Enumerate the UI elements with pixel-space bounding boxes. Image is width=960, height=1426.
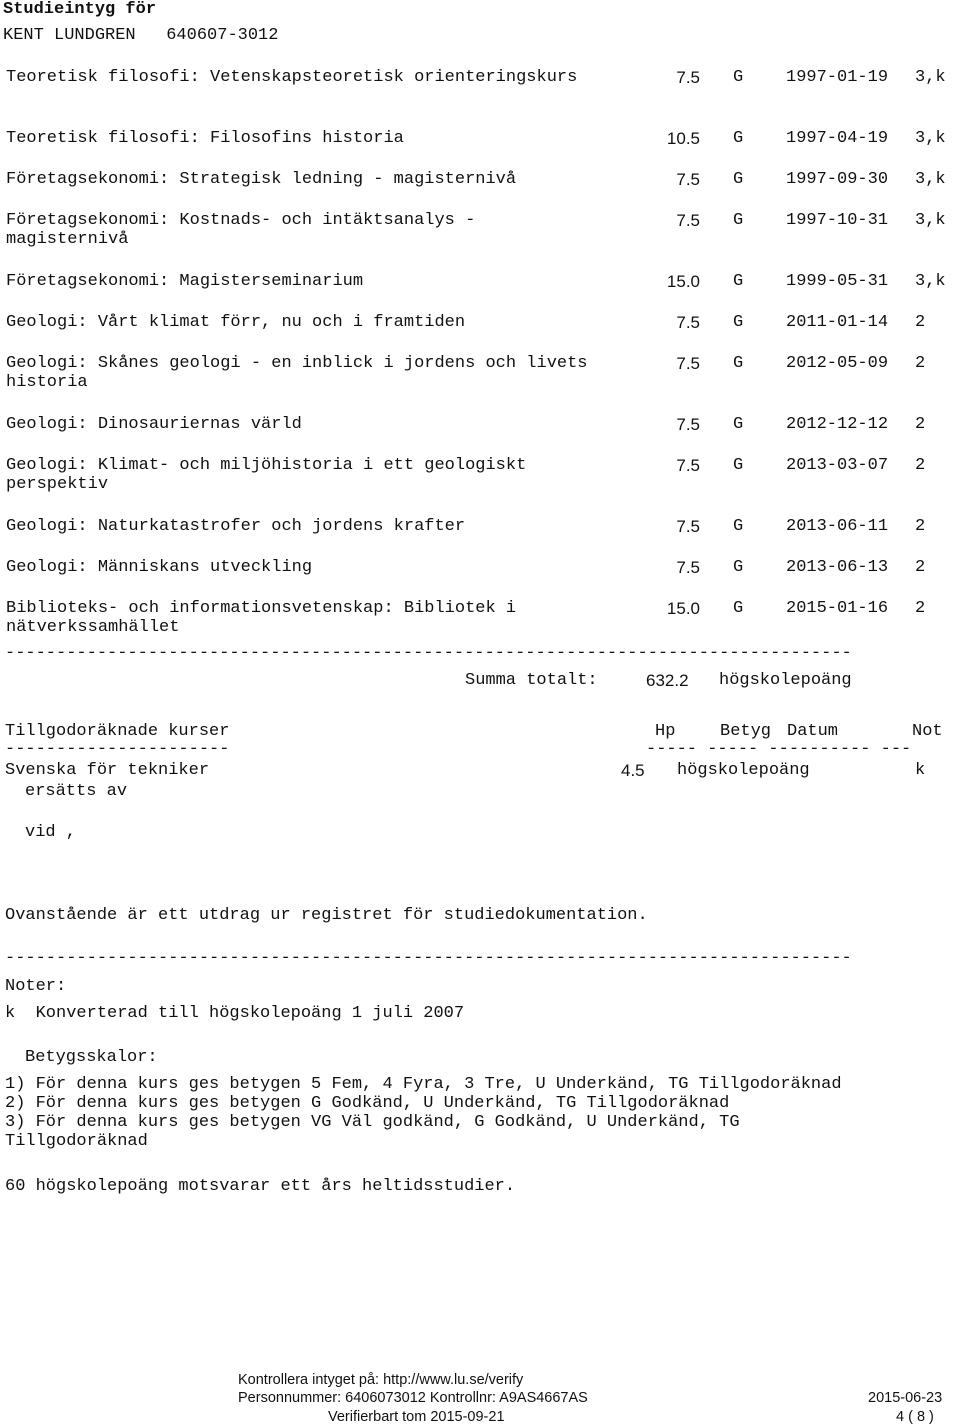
course-note: 3,k (915, 211, 946, 230)
note-k: k Konverterad till högskolepoäng 1 juli 2007 (5, 1004, 465, 1023)
course-date: 2013-03-07 (786, 456, 889, 475)
course-row (0, 558, 960, 598)
course-grade: G (733, 272, 744, 291)
course-row (0, 170, 960, 210)
course-date: 1997-09-30 (786, 170, 889, 189)
course-note: 3,k (915, 272, 946, 291)
course-note: 2 (915, 517, 926, 536)
course-name: Teoretisk filosofi: Filosofins historia (6, 129, 404, 148)
credited-replaced-by: ersätts av (25, 782, 128, 801)
grade-scales-heading: Betygsskalor: (25, 1048, 158, 1067)
course-name: Geologi: Vårt klimat förr, nu och i framtiden (6, 313, 466, 332)
course-credits: 7.5 (676, 415, 700, 434)
personal-number: 640607-3012 (166, 26, 279, 45)
course-name: Biblioteks- och informationsvetenskap: Bibliotek i nätverkssamhället (6, 599, 517, 637)
course-credits: 7.5 (676, 313, 700, 332)
course-grade: G (733, 211, 744, 230)
course-date: 1997-01-19 (786, 68, 889, 87)
course-date: 2012-12-12 (786, 415, 889, 434)
course-row (0, 272, 960, 312)
course-credits: 10.5 (666, 129, 700, 148)
course-note: 3,k (915, 129, 946, 148)
course-credits: 7.5 (676, 558, 700, 577)
grade-scale-1: 1) För denna kurs ges betygen 5 Fem, 4 Fyra, 3 Tre, U Underkänd, TG Tillgodoräknad (5, 1075, 842, 1094)
credited-hp-underline: ----- ----- ---------- --- (646, 740, 912, 759)
notes-heading: Noter: (5, 977, 67, 996)
course-name: Geologi: Naturkatastrofer och jordens krafter (6, 517, 466, 536)
footer-print-date: 2015-06-23 (868, 1390, 943, 1406)
course-row (0, 517, 960, 557)
course-name: Företagsekonomi: Magisterseminarium (6, 272, 364, 291)
credited-header-grade: Betyg (720, 722, 772, 741)
course-grade: G (733, 354, 744, 373)
credited-header-date: Datum (787, 722, 839, 741)
grade-scale-3: 3) För denna kurs ges betygen VG Väl godkänd, G Godkänd, U Underkänd, TG (5, 1113, 740, 1132)
course-date: 2012-05-09 (786, 354, 889, 373)
course-grade: G (733, 68, 744, 87)
course-row (0, 313, 960, 353)
course-date: 2013-06-13 (786, 558, 889, 577)
course-name: Teoretisk filosofi: Vetenskapsteoretisk orienteringskurs (6, 68, 578, 87)
course-grade: G (733, 558, 744, 577)
course-credits: 7.5 (676, 170, 700, 189)
course-date: 2013-06-11 (786, 517, 889, 536)
credited-unit: högskolepoäng (677, 761, 810, 780)
course-row (0, 354, 960, 394)
total-value: 632.2 (646, 671, 689, 690)
course-row (0, 599, 960, 639)
course-note: 2 (915, 415, 926, 434)
course-note: 3,k (915, 170, 946, 189)
credited-header-hp: Hp (655, 722, 676, 741)
credited-header-course: Tillgodoräknade kurser (5, 722, 230, 741)
course-name: Företagsekonomi: Strategisk ledning - magisternivå (6, 170, 517, 189)
divider-top: ----------------------------------------------------------------------------------- (5, 644, 852, 663)
total-label: Summa totalt: (465, 671, 598, 690)
footer-verify-link: Kontrollera intyget på: http://www.lu.se/verify (238, 1372, 524, 1388)
course-name: Företagsekonomi: Kostnads- och intäktsanalys - magisternivå (6, 211, 476, 249)
student-name: KENT LUNDGREN (3, 26, 136, 45)
course-row (0, 129, 960, 169)
course-row (0, 211, 960, 251)
grade-scale-2: 2) För denna kurs ges betygen G Godkänd, U Underkänd, TG Tillgodoräknad (5, 1094, 730, 1113)
footer-page-number: 4 ( 8 ) (896, 1409, 934, 1425)
credited-header-note: Not (912, 722, 943, 741)
course-name: Geologi: Dinosauriernas värld (6, 415, 302, 434)
credited-hp: 4.5 (621, 761, 645, 780)
course-date: 2015-01-16 (786, 599, 889, 618)
course-row (0, 68, 960, 108)
course-note: 3,k (915, 68, 946, 87)
course-grade: G (733, 415, 744, 434)
course-note: 2 (915, 456, 926, 475)
course-grade: G (733, 456, 744, 475)
student-identity (3, 26, 278, 45)
course-date: 1997-04-19 (786, 129, 889, 148)
course-credits: 15.0 (666, 599, 700, 618)
course-note: 2 (915, 558, 926, 577)
course-name: Geologi: Klimat- och miljöhistoria i ett geologiskt perspektiv (6, 456, 527, 494)
course-credits: 15.0 (666, 272, 700, 291)
course-name: Geologi: Människans utveckling (6, 558, 313, 577)
course-date: 1999-05-31 (786, 272, 889, 291)
footer-ids: Personnummer: 6406073012 Kontrollnr: A9AS4667AS (238, 1390, 588, 1406)
credited-course-name: Svenska för tekniker (5, 761, 210, 780)
footer-valid-until: Verifierbart tom 2015-09-21 (328, 1409, 505, 1425)
course-date: 2011-01-14 (786, 313, 889, 332)
course-credits: 7.5 (676, 211, 700, 230)
credited-at: vid , (25, 823, 77, 842)
total-unit: högskolepoäng (719, 671, 852, 690)
credits-statement: 60 högskolepoäng motsvarar ett års heltidsstudier. (5, 1177, 516, 1196)
course-credits: 7.5 (676, 68, 700, 87)
course-credits: 7.5 (676, 354, 700, 373)
document-title: Studieintyg för (3, 0, 157, 19)
course-grade: G (733, 129, 744, 148)
course-credits: 7.5 (676, 517, 700, 536)
grade-scale-3-continued: Tillgodoräknad (5, 1132, 148, 1151)
credited-header-underline: ---------------------- (5, 740, 230, 759)
course-row (0, 456, 960, 496)
course-note: 2 (915, 354, 926, 373)
course-note: 2 (915, 313, 926, 332)
course-note: 2 (915, 599, 926, 618)
credited-note: k (915, 761, 926, 780)
divider-bottom: ----------------------------------------------------------------------------------- (5, 949, 852, 968)
course-date: 1997-10-31 (786, 211, 889, 230)
course-grade: G (733, 170, 744, 189)
course-grade: G (733, 599, 744, 618)
course-credits: 7.5 (676, 456, 700, 475)
course-grade: G (733, 517, 744, 536)
registry-statement: Ovanstående är ett utdrag ur registret för studiedokumentation. (5, 906, 648, 925)
course-name: Geologi: Skånes geologi - en inblick i jordens och livets historia (6, 354, 588, 392)
course-grade: G (733, 313, 744, 332)
course-row (0, 415, 960, 455)
